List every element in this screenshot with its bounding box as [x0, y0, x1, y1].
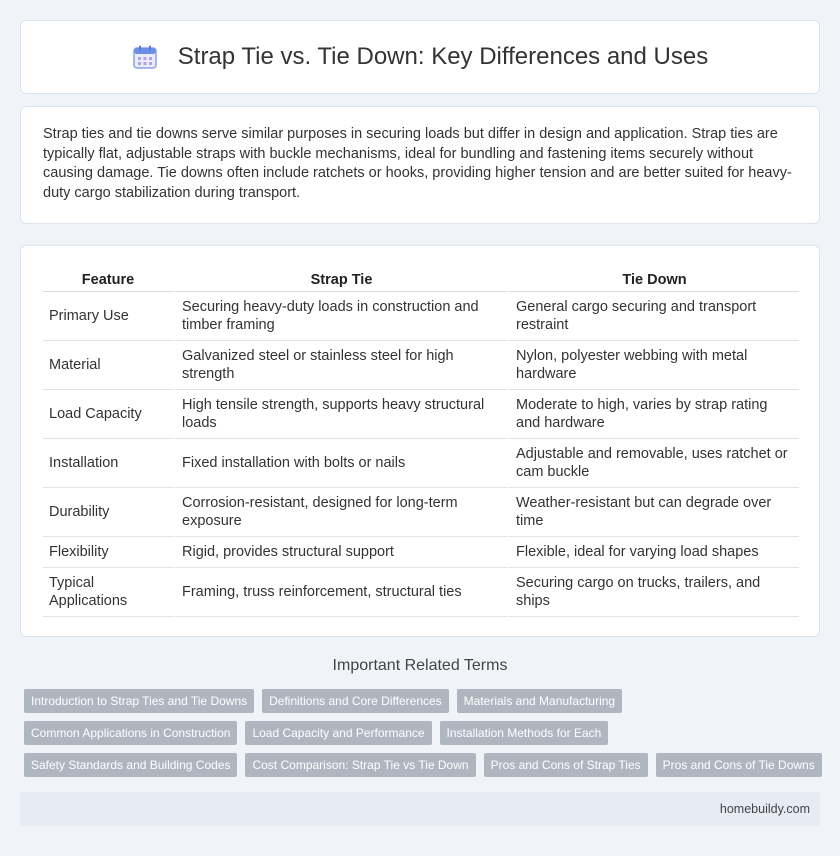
related-tags-row: [24, 753, 830, 777]
cell-tie-down: General cargo securing and transport restraint: [507, 292, 799, 341]
table-header-row: [43, 264, 799, 292]
table-row: [43, 439, 799, 488]
related-tag[interactable]: Load Capacity and Performance: [245, 721, 431, 745]
related-tag[interactable]: Safety Standards and Building Codes: [24, 753, 237, 777]
related-tag[interactable]: Definitions and Core Differences: [262, 689, 449, 713]
table-row: [43, 568, 799, 617]
cell-strap-tie: Rigid, provides structural support: [173, 537, 507, 568]
intro-card: [20, 106, 820, 224]
cell-tie-down: Nylon, polyester webbing with metal hardware: [507, 341, 799, 390]
cell-feature: Load Capacity: [43, 390, 173, 439]
related-tag[interactable]: Common Applications in Construction: [24, 721, 237, 745]
comparison-card: [20, 245, 820, 637]
table-row: [43, 390, 799, 439]
cell-strap-tie: Framing, truss reinforcement, structural ties: [173, 568, 507, 617]
related-tag[interactable]: Pros and Cons of Strap Ties: [484, 753, 648, 777]
footer: [20, 792, 820, 826]
table-row: [43, 537, 799, 568]
page-title-text: Strap Tie vs. Tie Down: Key Differences and Uses: [177, 43, 709, 70]
page-title: [132, 43, 708, 71]
cell-strap-tie: Galvanized steel or stainless steel for high strength: [173, 341, 507, 390]
cell-strap-tie: Fixed installation with bolts or nails: [173, 439, 507, 488]
cell-feature: Installation: [43, 439, 173, 488]
cell-tie-down: Moderate to high, varies by strap rating and hardware: [507, 390, 799, 439]
header-strap-tie: Strap Tie: [173, 264, 507, 292]
cell-strap-tie: Corrosion-resistant, designed for long-term exposure: [173, 488, 507, 537]
cell-feature: Typical Applications: [43, 568, 173, 617]
title-card: [20, 20, 820, 94]
cell-feature: Durability: [43, 488, 173, 537]
related-tags-row: [24, 689, 630, 713]
header-feature: Feature: [43, 264, 173, 292]
cell-tie-down: Adjustable and removable, uses ratchet or cam buckle: [507, 439, 799, 488]
related-tag[interactable]: Cost Comparison: Strap Tie vs Tie Down: [245, 753, 475, 777]
cell-feature: Primary Use: [43, 292, 173, 341]
cell-strap-tie: Securing heavy-duty loads in construction and timber framing: [173, 292, 507, 341]
table-row: [43, 292, 799, 341]
cell-tie-down: Weather-resistant but can degrade over time: [507, 488, 799, 537]
cell-strap-tie: High tensile strength, supports heavy structural loads: [173, 390, 507, 439]
related-terms-title: Important Related Terms: [332, 657, 508, 674]
calendar-icon: [132, 44, 158, 70]
comparison-table: [43, 264, 799, 617]
related-tag[interactable]: Materials and Manufacturing: [457, 689, 622, 713]
related-tags-row: [24, 721, 616, 745]
related-tag[interactable]: Installation Methods for Each: [440, 721, 609, 745]
cell-feature: Material: [43, 341, 173, 390]
cell-tie-down: Flexible, ideal for varying load shapes: [507, 537, 799, 568]
footer-site[interactable]: homebuildy.com: [719, 802, 810, 816]
cell-feature: Flexibility: [43, 537, 173, 568]
cell-tie-down: Securing cargo on trucks, trailers, and ships: [507, 568, 799, 617]
related-tag[interactable]: Introduction to Strap Ties and Tie Downs: [24, 689, 254, 713]
table-row: [43, 488, 799, 537]
header-tie-down: Tie Down: [507, 264, 799, 292]
table-row: [43, 341, 799, 390]
intro-text: Strap ties and tie downs serve similar purposes in securing loads but differ in design and application. Strap ties are typically flat, adjustable straps with buckle mechanisms, ideal for bundling and fastening items securely without causing damage. Tie downs often include ratchets or hooks, providing higher tension and are better suited for heavy-duty cargo stabilization during transport.: [43, 126, 792, 201]
related-tag[interactable]: Pros and Cons of Tie Downs: [656, 753, 822, 777]
